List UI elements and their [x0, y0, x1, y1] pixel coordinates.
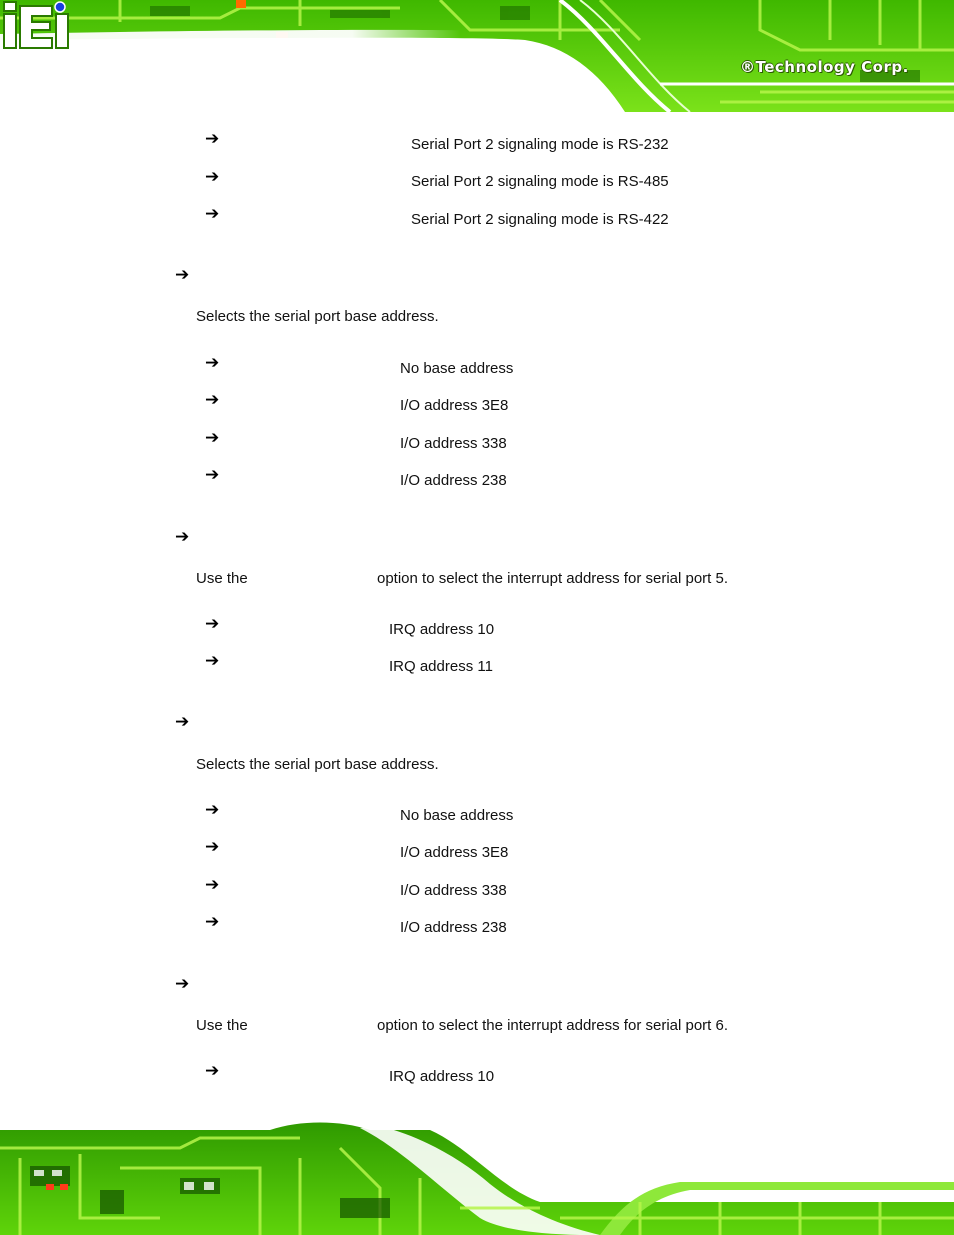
arrow-right-icon: ➔	[175, 527, 190, 547]
option-value: No base address	[400, 807, 514, 824]
use-the-text: Use the	[196, 1017, 248, 1034]
arrow-right-icon: ➔	[205, 129, 220, 149]
arrow-right-icon: ➔	[205, 651, 220, 671]
arrow-right-icon: ➔	[205, 390, 220, 410]
arrow-right-icon: ➔	[205, 167, 220, 187]
signal-option-rs422: Serial Port 2 signaling mode is RS-422	[411, 211, 669, 228]
option-value: No base address	[400, 360, 514, 377]
option-value: IRQ address 10	[389, 1068, 495, 1085]
section-description: Selects the serial port base address.	[196, 756, 439, 773]
option-value: I/O address 238	[400, 919, 507, 936]
section-description: Selects the serial port base address.	[196, 308, 439, 325]
option-value: IRQ address 11	[389, 658, 493, 675]
option-value: I/O address 238	[400, 472, 507, 489]
arrow-right-icon: ➔	[205, 800, 220, 820]
page-header-banner	[0, 0, 954, 112]
arrow-right-icon: ➔	[205, 1061, 220, 1081]
use-the-text: Use the	[196, 570, 248, 587]
option-value: I/O address 3E8	[400, 397, 509, 414]
arrow-right-icon: ➔	[205, 465, 220, 485]
circuit-board-footer-graphic	[0, 1118, 954, 1235]
arrow-right-icon: ➔	[205, 204, 220, 224]
option-value: I/O address 338	[400, 435, 507, 452]
arrow-right-icon: ➔	[205, 428, 220, 448]
arrow-right-icon: ➔	[205, 353, 220, 373]
option-value: IRQ address 10	[389, 621, 495, 638]
arrow-right-icon: ➔	[175, 974, 190, 994]
arrow-right-icon: ➔	[205, 614, 220, 634]
circuit-board-header-graphic	[0, 0, 954, 112]
arrow-right-icon: ➔	[205, 912, 220, 932]
company-tagline: ®Technology Corp.	[740, 58, 909, 76]
arrow-right-icon: ➔	[175, 712, 190, 732]
signal-option-rs485: Serial Port 2 signaling mode is RS-485	[411, 173, 669, 190]
arrow-right-icon: ➔	[205, 837, 220, 857]
option-value: I/O address 338	[400, 882, 507, 899]
section-description: option to select the interrupt address for serial port 5.	[377, 570, 729, 587]
iei-logo	[0, 0, 80, 50]
arrow-right-icon: ➔	[205, 875, 220, 895]
arrow-right-icon: ➔	[175, 265, 190, 285]
option-value: I/O address 3E8	[400, 844, 509, 861]
page-footer-banner	[0, 1118, 954, 1235]
signal-option-rs232: Serial Port 2 signaling mode is RS-232	[411, 136, 669, 153]
section-description: option to select the interrupt address for serial port 6.	[377, 1017, 729, 1034]
